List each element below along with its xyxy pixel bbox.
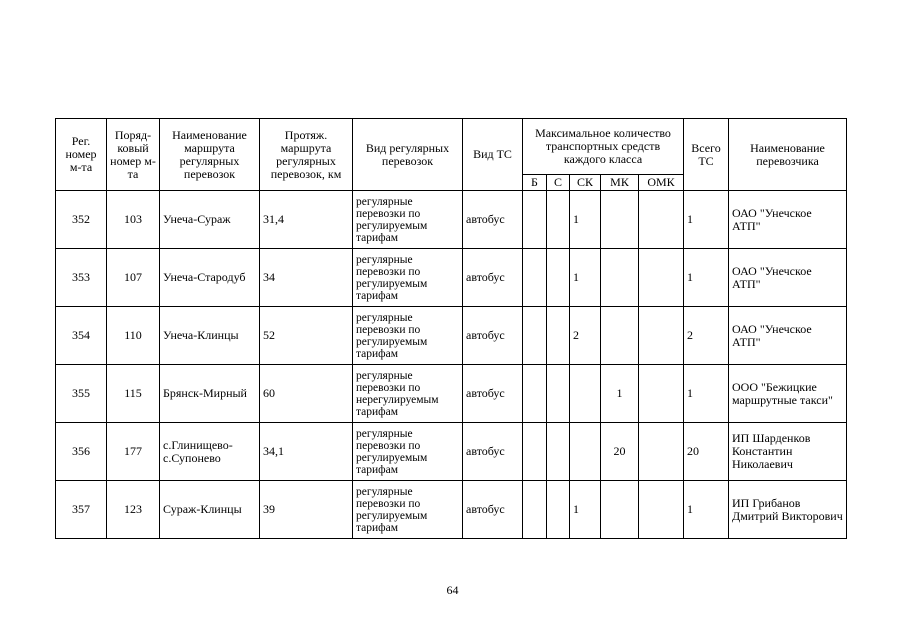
header-carrier: Наименование перевозчика (729, 119, 847, 191)
cell-sk (570, 423, 601, 481)
cell-mk (601, 307, 639, 365)
cell-name: Унеча-Стародуб (160, 249, 260, 307)
cell-name: Унеча-Сураж (160, 191, 260, 249)
cell-carrier: ИП Шарденков Константин Николаевич (729, 423, 847, 481)
cell-length: 39 (260, 481, 353, 539)
cell-kind: регулярные перевозки по регулируемым тарифам (353, 481, 463, 539)
table-row (56, 423, 847, 481)
cell-sk: 1 (570, 481, 601, 539)
cell-reg: 352 (56, 191, 107, 249)
cell-total: 1 (684, 365, 729, 423)
cell-sk (570, 365, 601, 423)
cell-carrier: ООО "Бежицкие маршрутные такси" (729, 365, 847, 423)
cell-length: 60 (260, 365, 353, 423)
header-class-sk: СК (570, 175, 601, 191)
cell-b (523, 249, 547, 307)
cell-vehicle: автобус (463, 423, 523, 481)
cell-omk (639, 249, 684, 307)
cell-length: 31,4 (260, 191, 353, 249)
cell-kind: регулярные перевозки по регулируемым тарифам (353, 423, 463, 481)
cell-mk: 20 (601, 423, 639, 481)
cell-length: 34,1 (260, 423, 353, 481)
table-row (56, 307, 847, 365)
cell-vehicle: автобус (463, 307, 523, 365)
cell-kind: регулярные перевозки по регулируемым тарифам (353, 191, 463, 249)
cell-ord: 177 (107, 423, 160, 481)
cell-length: 52 (260, 307, 353, 365)
cell-b (523, 481, 547, 539)
cell-name: Унеча-Клинцы (160, 307, 260, 365)
cell-carrier: ОАО "Унечское АТП" (729, 249, 847, 307)
cell-length: 34 (260, 249, 353, 307)
cell-mk (601, 481, 639, 539)
cell-reg: 356 (56, 423, 107, 481)
header-order-number: Поряд-ковый номер м-та (107, 119, 160, 191)
header-transport-kind: Вид регулярных перевозок (353, 119, 463, 191)
header-route-length: Протяж. маршрута регулярных перевозок, км (260, 119, 353, 191)
cell-total: 20 (684, 423, 729, 481)
header-reg-number: Рег. номер м-та (56, 119, 107, 191)
cell-ord: 103 (107, 191, 160, 249)
header-vehicle-type: Вид ТС (463, 119, 523, 191)
cell-name: с.Глинищево-с.Супонево (160, 423, 260, 481)
cell-kind: регулярные перевозки по регулируемым тарифам (353, 307, 463, 365)
cell-total: 2 (684, 307, 729, 365)
table-row (56, 249, 847, 307)
table-row (56, 365, 847, 423)
cell-omk (639, 365, 684, 423)
cell-mk: 1 (601, 365, 639, 423)
cell-reg: 354 (56, 307, 107, 365)
cell-omk (639, 423, 684, 481)
cell-s (547, 249, 570, 307)
cell-carrier: ОАО "Унечское АТП" (729, 191, 847, 249)
header-max-count: Максимальное количество транспортных средств каждого класса (523, 119, 684, 175)
cell-sk: 2 (570, 307, 601, 365)
header-class-b: Б (523, 175, 547, 191)
cell-reg: 353 (56, 249, 107, 307)
cell-omk (639, 481, 684, 539)
cell-b (523, 423, 547, 481)
header-route-name: Наименование маршрута регулярных перевозок (160, 119, 260, 191)
cell-s (547, 191, 570, 249)
cell-s (547, 365, 570, 423)
cell-mk (601, 191, 639, 249)
cell-s (547, 481, 570, 539)
cell-carrier: ОАО "Унечское АТП" (729, 307, 847, 365)
cell-vehicle: автобус (463, 249, 523, 307)
cell-kind: регулярные перевозки по нерегулируемым тарифам (353, 365, 463, 423)
header-total-vehicles: Всего ТС (684, 119, 729, 191)
cell-name: Сураж-Клинцы (160, 481, 260, 539)
table-row (56, 191, 847, 249)
cell-omk (639, 191, 684, 249)
cell-reg: 355 (56, 365, 107, 423)
cell-b (523, 191, 547, 249)
page-number: 64 (446, 583, 459, 597)
cell-kind: регулярные перевозки по регулируемым тарифам (353, 249, 463, 307)
cell-ord: 107 (107, 249, 160, 307)
cell-carrier: ИП Грибанов Дмитрий Викторович (729, 481, 847, 539)
cell-mk (601, 249, 639, 307)
header-class-mk: МК (601, 175, 639, 191)
cell-total: 1 (684, 481, 729, 539)
cell-vehicle: автобус (463, 481, 523, 539)
cell-vehicle: автобус (463, 191, 523, 249)
cell-s (547, 307, 570, 365)
header-class-s: С (547, 175, 570, 191)
routes-table (55, 118, 847, 539)
cell-total: 1 (684, 191, 729, 249)
cell-s (547, 423, 570, 481)
cell-sk: 1 (570, 191, 601, 249)
cell-omk (639, 307, 684, 365)
cell-ord: 115 (107, 365, 160, 423)
table-row (56, 481, 847, 539)
cell-name: Брянск-Мирный (160, 365, 260, 423)
cell-total: 1 (684, 249, 729, 307)
cell-b (523, 307, 547, 365)
cell-ord: 123 (107, 481, 160, 539)
cell-b (523, 365, 547, 423)
cell-reg: 357 (56, 481, 107, 539)
cell-vehicle: автобус (463, 365, 523, 423)
header-class-omk: ОМК (639, 175, 684, 191)
cell-sk: 1 (570, 249, 601, 307)
cell-ord: 110 (107, 307, 160, 365)
